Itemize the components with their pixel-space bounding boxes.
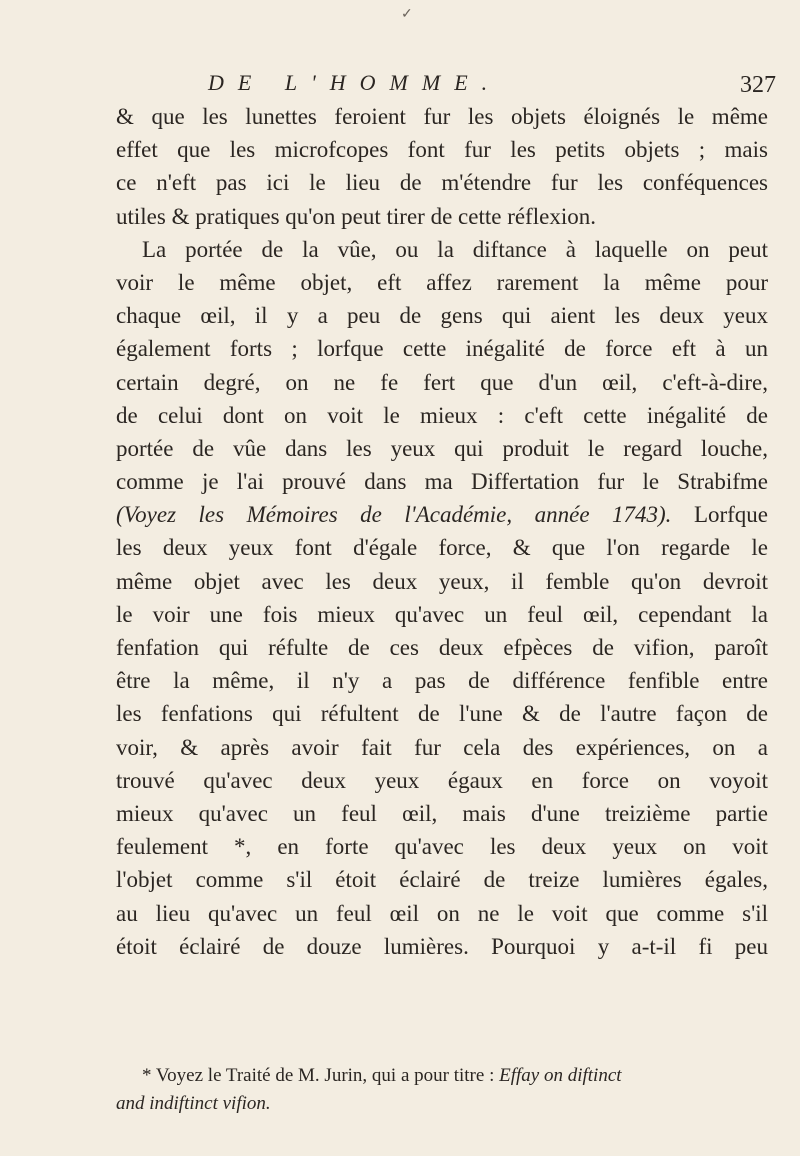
corner-pencil-mark: ✓ bbox=[401, 7, 413, 22]
text-line: les deux yeux font d'égale force, & que l'on regarde le bbox=[116, 535, 768, 561]
text-line: ce n'eft pas ici le lieu de m'étendre fur les conféquences bbox=[116, 170, 768, 196]
text-line: de celui dont on voit le mieux : c'eft cette inégalité de bbox=[116, 402, 768, 428]
text-line: feulement *, en forte qu'avec les deux yeux on voit bbox=[116, 834, 768, 860]
text-line: utiles & pratiques qu'on peut tirer de cette réflexion. bbox=[116, 203, 596, 229]
text-line: & que les lunettes feroient fur les objets éloignés le même bbox=[116, 104, 768, 129]
body-text bbox=[116, 100, 768, 963]
text-line: portée de vûe dans les yeux qui produit le regard louche, bbox=[116, 435, 768, 461]
text-line: même objet avec les deux yeux, il femble qu'on devroit bbox=[116, 568, 768, 594]
text-line: étoit éclairé de douze lumières. Pourquoi y a-t-il fi peu bbox=[116, 933, 768, 959]
text-line: également forts ; lorfque cette inégalité de force eft à un bbox=[116, 336, 768, 362]
citation-continuation: Lorfque bbox=[693, 502, 769, 528]
text-line: au lieu qu'avec un feul œil on ne le voit que comme s'il bbox=[116, 900, 768, 926]
text-line: mieux qu'avec un feul œil, mais d'une treizième partie bbox=[116, 800, 768, 826]
footnote-italic-title: Effay on diftinct bbox=[499, 1065, 622, 1086]
text-line: voir le même objet, eft affez rarement la même pour bbox=[116, 269, 768, 295]
text-line: chaque œil, il y a peu de gens qui aient les deux yeux bbox=[116, 303, 768, 329]
text-line: voir, & après avoir fait fur cela des expériences, on a bbox=[116, 734, 768, 760]
footnote bbox=[116, 1062, 768, 1118]
text-line-citation bbox=[116, 498, 768, 531]
text-line: trouvé qu'avec deux yeux égaux en force on voyoit bbox=[116, 767, 768, 793]
text-line: l'objet comme s'il étoit éclairé de treize lumières égales, bbox=[116, 867, 768, 893]
text-line: être la même, il n'y a pas de différence fenfible entre bbox=[116, 668, 768, 694]
footnote-text: * Voyez le Traité de M. Jurin, qui a pour titre : bbox=[142, 1065, 495, 1086]
citation-italic: (Voyez les Mémoires de l'Académie, année 1743). bbox=[116, 502, 672, 528]
page-number: 327 bbox=[740, 72, 776, 98]
text-line: comme je l'ai prouvé dans ma Differtation fur le Strabifme bbox=[116, 469, 768, 495]
text-line: le voir une fois mieux qu'avec un feul œil, cependant la bbox=[116, 601, 768, 627]
text-line: effet que les microfcopes font fur les petits objets ; mais bbox=[116, 137, 768, 163]
text-line: fenfation qui réfulte de ces deux efpèces de vifion, paroît bbox=[116, 635, 768, 660]
footnote-italic-title-cont: and indiftinct vifion. bbox=[116, 1093, 271, 1114]
text-line: certain degré, on ne fe fert que d'un œil, c'eft-à-dire, bbox=[116, 369, 768, 395]
paragraph-start-line: La portée de la vûe, ou la diftance à laquelle on peut bbox=[142, 236, 768, 262]
text-line: les fenfations qui réfultent de l'une & de l'autre façon de bbox=[116, 701, 768, 727]
running-head: DE L'HOMME. bbox=[208, 70, 502, 95]
footnote-line bbox=[116, 1090, 768, 1118]
footnote-line bbox=[116, 1062, 768, 1090]
